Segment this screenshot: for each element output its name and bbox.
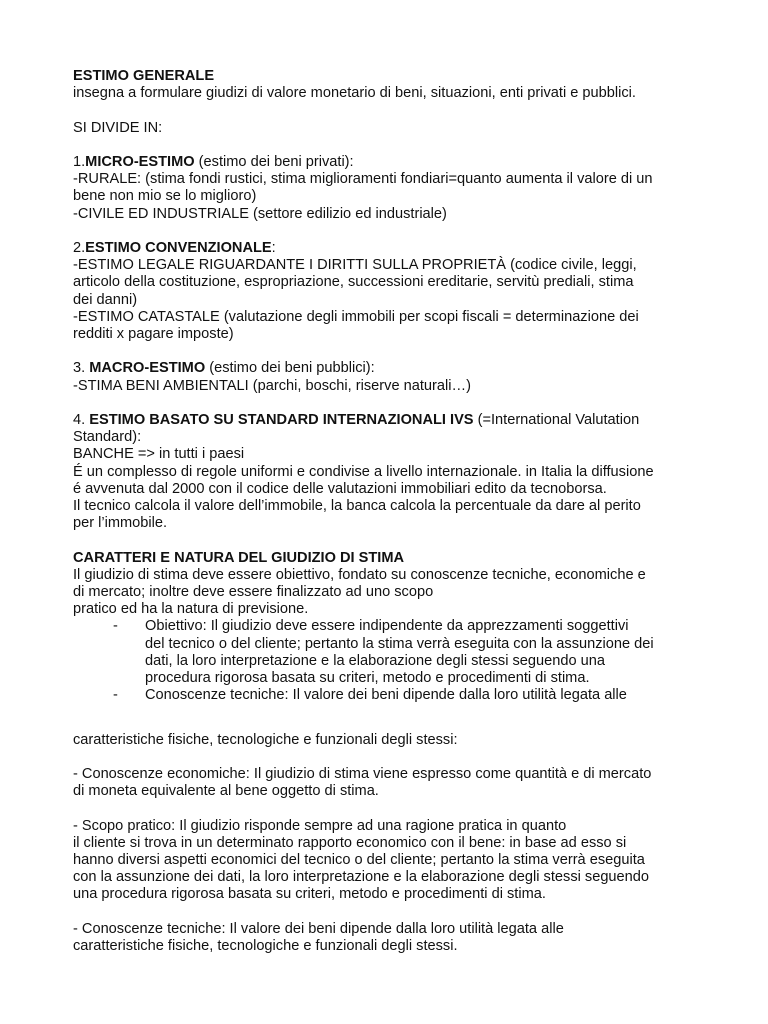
list-item-line: Obiettivo: Il giudizio deve essere indipendente da apprezzamenti soggettivi [145, 618, 629, 635]
paragraph-line: BANCHE => in tutti i paesi [73, 446, 245, 463]
section-macro-estimo [73, 360, 698, 394]
section-heading: 3. MACRO-ESTIMO (estimo dei beni pubblici): [73, 360, 375, 377]
paragraph-line: -ESTIMO LEGALE RIGUARDANTE I DIRITTI SULLA PROPRIETÀ (codice civile, leggi, [73, 257, 637, 274]
section-estimo-ivs [73, 412, 698, 532]
section-micro-estimo [73, 154, 698, 223]
paragraph-conoscenze-tecniche [73, 921, 698, 955]
section-estimo-convenzionale [73, 240, 698, 343]
paragraph-line: -CIVILE ED INDUSTRIALE (settore edilizio ed industriale) [73, 205, 447, 222]
divide-heading: SI DIVIDE IN: [73, 119, 163, 136]
section-heading: 2.ESTIMO CONVENZIONALE: [73, 239, 276, 256]
paragraph-line: insegna a formulare giudizi di valore monetario di beni, situazioni, enti privati e pubblici. [73, 85, 636, 102]
paragraph-line: pratico ed ha la natura di previsione. [73, 601, 309, 618]
list-item-line: Conoscenze tecniche: Il valore dei beni dipende dalla loro utilità legata alle [145, 687, 627, 704]
document-body [73, 68, 698, 955]
paragraph-line: - Conoscenze tecniche: Il valore dei beni dipende dalla loro utilità legata alle [73, 920, 564, 937]
dash-bullet: - [113, 618, 118, 635]
paragraph-line: É un complesso di regole uniformi e condivise a livello internazionale. in Italia la diffusione [73, 463, 654, 480]
section-heading: 4. ESTIMO BASATO SU STANDARD INTERNAZIONALI IVS (=International Valutation [73, 411, 640, 428]
paragraph-line: hanno diversi aspetti economici del tecnico o del cliente; pertanto la stima verrà eseguita [73, 852, 645, 868]
section-heading: ESTIMO GENERALE [73, 68, 215, 84]
paragraph-line: -ESTIMO CATASTALE (valutazione degli immobili per scopi fiscali = determinazione dei [73, 308, 639, 325]
list-item [73, 687, 698, 704]
paragraph-line: caratteristiche fisiche, tecnologiche e funzionali degli stessi. [73, 938, 458, 954]
dash-bullet: - [113, 687, 118, 704]
paragraph-line: di moneta equivalente al bene oggetto di stima. [73, 783, 379, 800]
paragraph-line: dei danni) [73, 291, 138, 308]
list-item-line: del tecnico o del cliente; pertanto la stima verrà eseguita con la assunzione dei [145, 635, 654, 652]
paragraph [73, 732, 698, 749]
paragraph-line: Standard): [73, 429, 142, 446]
paragraph-scopo-pratico [73, 818, 698, 904]
paragraph-line: -STIMA BENI AMBIENTALI (parchi, boschi, riserve naturali…) [73, 377, 471, 394]
section-caratteri-natura [73, 550, 698, 705]
section-estimo-generale [73, 68, 698, 102]
paragraph-line: Il giudizio di stima deve essere obiettivo, fondato su conoscenze tecniche, economiche e [73, 566, 646, 583]
section-heading: 1.MICRO-ESTIMO (estimo dei beni privati): [73, 153, 354, 170]
list-item-line: procedura rigorosa basata su criteri, metodo e procedimenti di stima. [145, 670, 590, 687]
paragraph-line: il cliente si trova in un determinato rapporto economico con il bene: in base ad esso si [73, 834, 627, 851]
paragraph-line: é avvenuta dal 2000 con il codice delle valutazioni immobiliari edito da tecnoborsa. [73, 480, 607, 497]
paragraph-line: -RURALE: (stima fondi rustici, stima miglioramenti fondiari=quanto aumenta il valore di un [73, 171, 653, 188]
dash-list [73, 618, 698, 704]
list-item [73, 618, 698, 687]
paragraph-line: - Conoscenze economiche: Il giudizio di stima viene espresso come quantità e di mercato [73, 766, 652, 782]
paragraph-conoscenze-economiche [73, 766, 698, 800]
paragraph-line: - Scopo pratico: Il giudizio risponde sempre ad una ragione pratica in quanto [73, 817, 567, 834]
list-item-line: dati, la loro interpretazione e la elaborazione degli stessi seguendo una [145, 652, 606, 669]
paragraph-line: caratteristiche fisiche, tecnologiche e funzionali degli stessi: [73, 731, 458, 748]
paragraph-line: bene non mio se lo miglioro) [73, 188, 257, 205]
paragraph-line: per l’immobile. [73, 515, 168, 532]
paragraph-line: con la assunzione dei dati, la loro interpretazione e la elaborazione degli stessi seguendo [73, 869, 650, 886]
paragraph-line: di mercato; inoltre deve essere finalizzato ad uno scopo [73, 584, 434, 600]
section-heading: CARATTERI E NATURA DEL GIUDIZIO DI STIMA [73, 549, 405, 566]
paragraph-line: Il tecnico calcola il valore dell’immobile, la banca calcola la percentuale da dare al perito [73, 498, 641, 514]
paragraph-line: articolo della costituzione, espropriazione, successioni ereditarie, servitù prediali, stima [73, 274, 634, 291]
paragraph-line: una procedura rigorosa basata su criteri, metodo e procedimenti di stima. [73, 886, 546, 903]
paragraph-line: redditi x pagare imposte) [73, 326, 234, 342]
